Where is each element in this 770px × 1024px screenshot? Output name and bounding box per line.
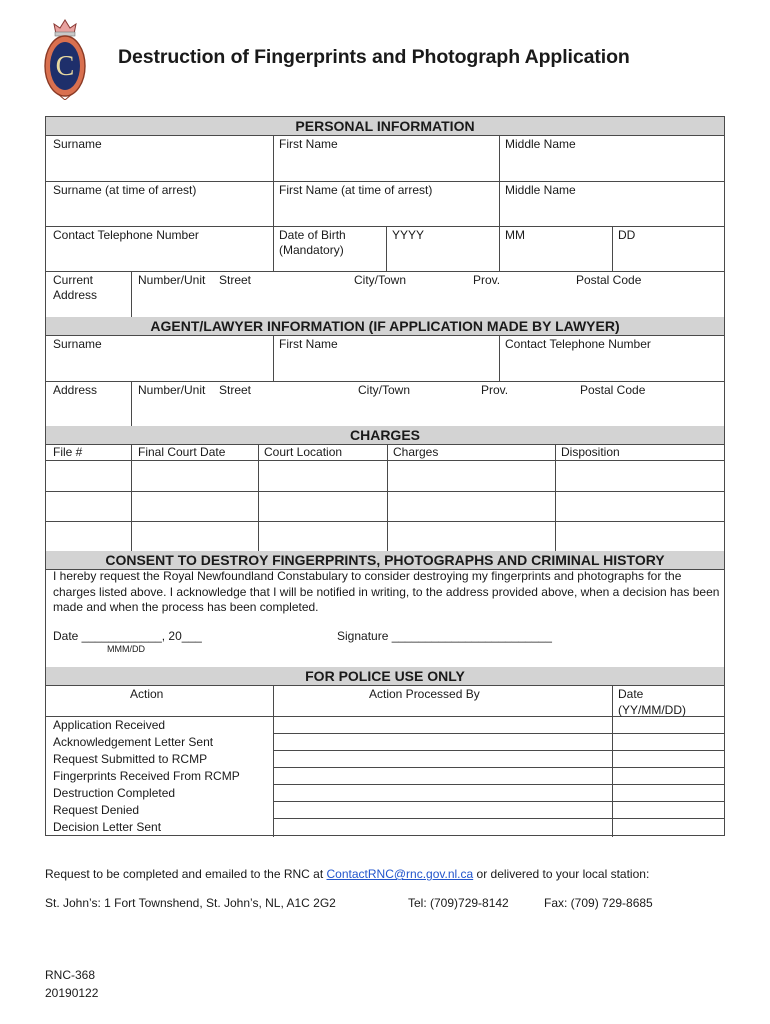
agent-prov-label: Prov. xyxy=(481,383,509,397)
agent-surname-label: Surname xyxy=(53,337,102,351)
rnc-email-link[interactable]: ContactRNC@rnc.gov.nl.ca xyxy=(326,867,474,881)
charges-col-file: File # xyxy=(53,445,83,459)
agent-street-label: Street xyxy=(219,383,252,397)
charges-heading: CHARGES xyxy=(46,426,724,444)
instructions-text-start: Request to be completed and emailed to the RNC at xyxy=(45,867,327,881)
postal-code-label: Postal Code xyxy=(576,273,642,287)
police-use-heading: FOR POLICE USE ONLY xyxy=(46,667,724,685)
police-item-request-submitted: Request Submitted to RCMP xyxy=(53,752,208,766)
svg-text:C: C xyxy=(55,51,75,82)
police-col-date-format: (YY/MM/DD) xyxy=(618,703,686,717)
station-telephone: Tel: (709)729-8142 xyxy=(408,896,509,910)
police-item-destruction-completed: Destruction Completed xyxy=(53,786,176,800)
dob-month-label: MM xyxy=(505,228,525,242)
consent-date-format: MMM/DD xyxy=(107,644,145,654)
police-item-request-denied: Request Denied xyxy=(53,803,140,817)
form-number: RNC-368 xyxy=(45,968,96,982)
current-label: Current xyxy=(53,273,94,287)
agent-address-label: Address xyxy=(53,383,98,397)
contact-phone-label: Contact Telephone Number xyxy=(53,228,199,242)
police-col-action: Action xyxy=(130,687,164,701)
number-unit-label: Number/Unit xyxy=(138,273,206,287)
surname-label: Surname xyxy=(53,137,102,151)
agent-lawyer-heading: AGENT/LAWYER INFORMATION (IF APPLICATION MADE BY LAWYER) xyxy=(46,317,724,335)
instructions-text-end: or delivered to your local station: xyxy=(473,867,650,881)
form-version-date: 20190122 xyxy=(45,986,99,1000)
station-fax: Fax: (709) 729-8685 xyxy=(544,896,653,910)
dob-label: Date of Birth xyxy=(279,228,346,242)
middle-name-arrest-label: Middle Name xyxy=(505,183,576,197)
charges-col-disposition: Disposition xyxy=(561,445,620,459)
consent-signature-line: Signature ________________________ xyxy=(337,629,552,643)
surname-arrest-label: Surname (at time of arrest) xyxy=(53,183,197,197)
middle-name-label: Middle Name xyxy=(505,137,576,151)
prov-label: Prov. xyxy=(473,273,501,287)
police-item-decision-letter-sent: Decision Letter Sent xyxy=(53,820,162,834)
agent-contact-phone-label: Contact Telephone Number xyxy=(505,337,651,351)
application-form xyxy=(45,116,725,836)
charges-col-court-date: Final Court Date xyxy=(138,445,226,459)
first-name-arrest-label: First Name (at time of arrest) xyxy=(279,183,433,197)
first-name-label: First Name xyxy=(279,137,338,151)
charges-col-court-location: Court Location xyxy=(264,445,343,459)
address-label: Address xyxy=(53,288,98,302)
rnc-crest-logo xyxy=(42,12,88,100)
page-title: Destruction of Fingerprints and Photograph Application xyxy=(118,46,630,68)
police-col-date: Date xyxy=(618,687,644,701)
police-item-acknowledgement-sent: Acknowledgement Letter Sent xyxy=(53,735,214,749)
station-address: St. John’s: 1 Fort Townshend, St. John’s, NL, A1C 2G2 xyxy=(45,896,336,910)
submission-instructions xyxy=(45,867,649,881)
dob-mandatory-label: (Mandatory) xyxy=(279,243,344,257)
dob-day-label: DD xyxy=(618,228,636,242)
police-item-application-received: Application Received xyxy=(53,718,166,732)
consent-heading: CONSENT TO DESTROY FINGERPRINTS, PHOTOGRAPHS AND CRIMINAL HISTORY xyxy=(46,551,724,569)
consent-date-line: Date ____________, 20___ xyxy=(53,629,202,643)
charges-col-charges: Charges xyxy=(393,445,439,459)
dob-year-label: YYYY xyxy=(392,228,425,242)
agent-city-town-label: City/Town xyxy=(358,383,411,397)
agent-first-name-label: First Name xyxy=(279,337,338,351)
consent-text: I hereby request the Royal Newfoundland Constabulary to consider destroying my fingerprints and photographs for the charges listed above. I acknowledge that I will be notified in writing, to the address provided above, when a decision has been made and when the process has been completed. xyxy=(53,569,720,614)
street-label: Street xyxy=(219,273,252,287)
personal-information-heading: PERSONAL INFORMATION xyxy=(46,117,724,135)
agent-postal-code-label: Postal Code xyxy=(580,383,646,397)
police-col-processed-by: Action Processed By xyxy=(369,687,480,701)
police-item-fingerprints-received: Fingerprints Received From RCMP xyxy=(53,769,240,783)
city-town-label: City/Town xyxy=(354,273,407,287)
agent-number-unit-label: Number/Unit xyxy=(138,383,206,397)
